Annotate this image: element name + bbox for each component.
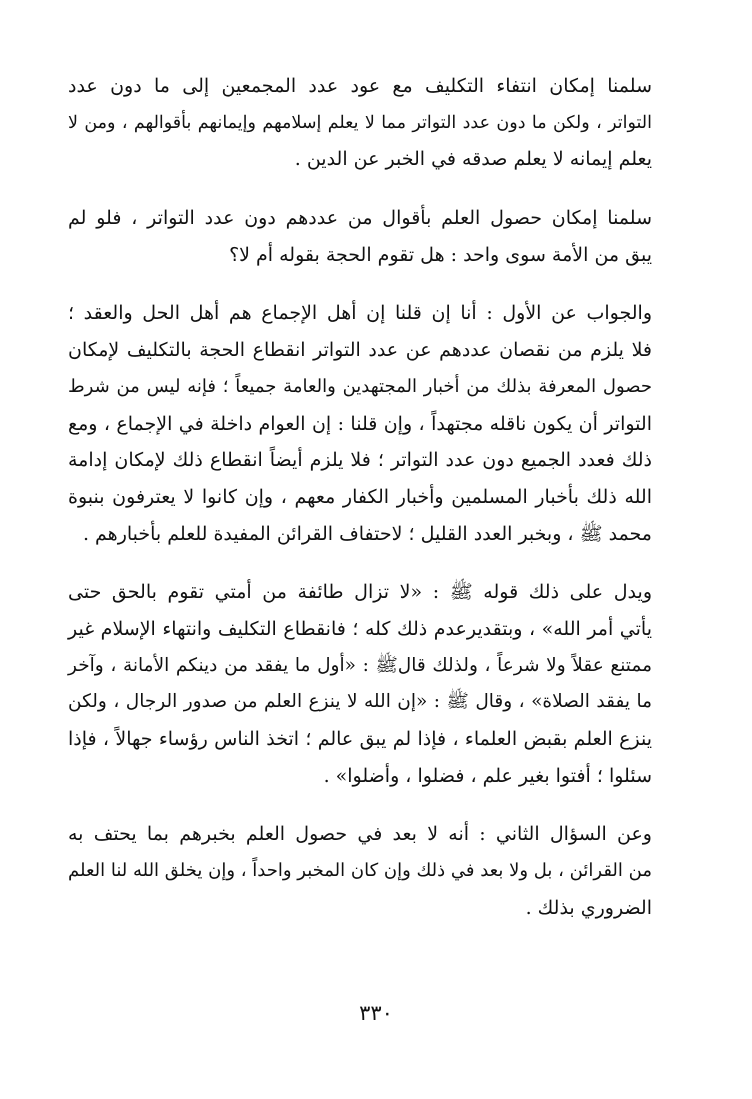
text-line: محمد ﷺ ، وبخبر العدد القليل ؛ لاحتفاف القرائن المفيدة للعلم بأخبارهم . — [82, 522, 652, 545]
text-line: سئلوا ؛ أفتوا بغير علم ، فضلوا ، وأضلوا» . — [323, 764, 652, 787]
paragraph-4 — [68, 574, 652, 794]
paragraph-2 — [68, 200, 652, 273]
text-line: ممتنع عقلاً ولا شرعاً ، ولذلك قالﷺ : «أول ما يفقد من دينكم الأمانة ، وآخر — [68, 654, 652, 676]
body-text — [68, 68, 652, 948]
text-line: الله ذلك بأخبار المسلمين وأخبار الكفار معهم ، وإن كانوا لا يعترفون بنبوة — [68, 485, 652, 508]
text-line: الضروري بذلك . — [525, 896, 652, 919]
text-line: ويدل على ذلك قوله ﷺ : «لا تزال طائفة من أمتي تقوم بالحق حتى — [68, 581, 652, 604]
text-line: ينزع العلم بقبض العلماء ، فإذا لم يبق عالم ؛ اتخذ الناس رؤساء جهالاً ، فإذا — [68, 728, 652, 750]
text-line: من القرائن ، بل ولا بعد في ذلك وإن كان المخبر واحداً ، وإن يخلق الله لنا العلم — [68, 860, 652, 882]
paragraph-5 — [68, 816, 652, 926]
text-line: ذلك فعدد الجميع دون عدد التواتر ؛ فلا يلزم أيضاً انقطاع ذلك لإمكان إدامة — [68, 449, 652, 472]
text-line: حصول المعرفة بذلك من أخبار المجتهدين والعامة جميعاً ؛ فإنه ليس من شرط — [68, 375, 652, 397]
text-line: يبق من الأمة سوى واحد : هل تقوم الحجة بقوله أم لا؟ — [229, 243, 652, 266]
text-line: ما يفقد الصلاة» ، وقال ﷺ : «إن الله لا ينزع العلم من صدور الرجال ، ولكن — [68, 691, 652, 713]
text-line: فلا يلزم من نقصان عددهم عن عدد التواتر انقطاع الحجة بالتكليف لإمكان — [68, 339, 652, 362]
text-line: التواتر ، ولكن ما دون عدد التواتر مما لا يعلم إسلامهم وإيمانهم بأقوالهم ، ومن لا — [68, 112, 652, 133]
text-line: والجواب عن الأول : أنا إن قلنا إن أهل الإجماع هم أهل الحل والعقد ؛ — [68, 302, 652, 325]
text-line: سلمنا إمكان حصول العلم بأقوال من عددهم دون عدد التواتر ، فلو لم — [68, 207, 652, 230]
page-number: ٣٣٠ — [359, 1001, 393, 1025]
text-line: يأتي أمر الله» ، وبتقديرعدم ذلك كله ؛ فانقطاع التكليف وانتهاء الإسلام غير — [68, 617, 652, 640]
paragraph-3 — [68, 295, 652, 552]
text-line: وعن السؤال الثاني : أنه لا بعد في حصول العلم بخبرهم بما يحتف به — [68, 823, 652, 846]
text-line: سلمنا إمكان انتفاء التكليف مع عود عدد المجمعين إلى ما دون عدد — [68, 75, 652, 97]
text-line: يعلم إيمانه لا يعلم صدقه في الخبر عن الدين . — [294, 148, 652, 171]
text-line: التواتر أن يكون ناقله مجتهداً ، وإن قلنا : إن العوام داخلة في الإجماع ، ومع — [68, 412, 652, 435]
paragraph-1 — [68, 68, 652, 178]
